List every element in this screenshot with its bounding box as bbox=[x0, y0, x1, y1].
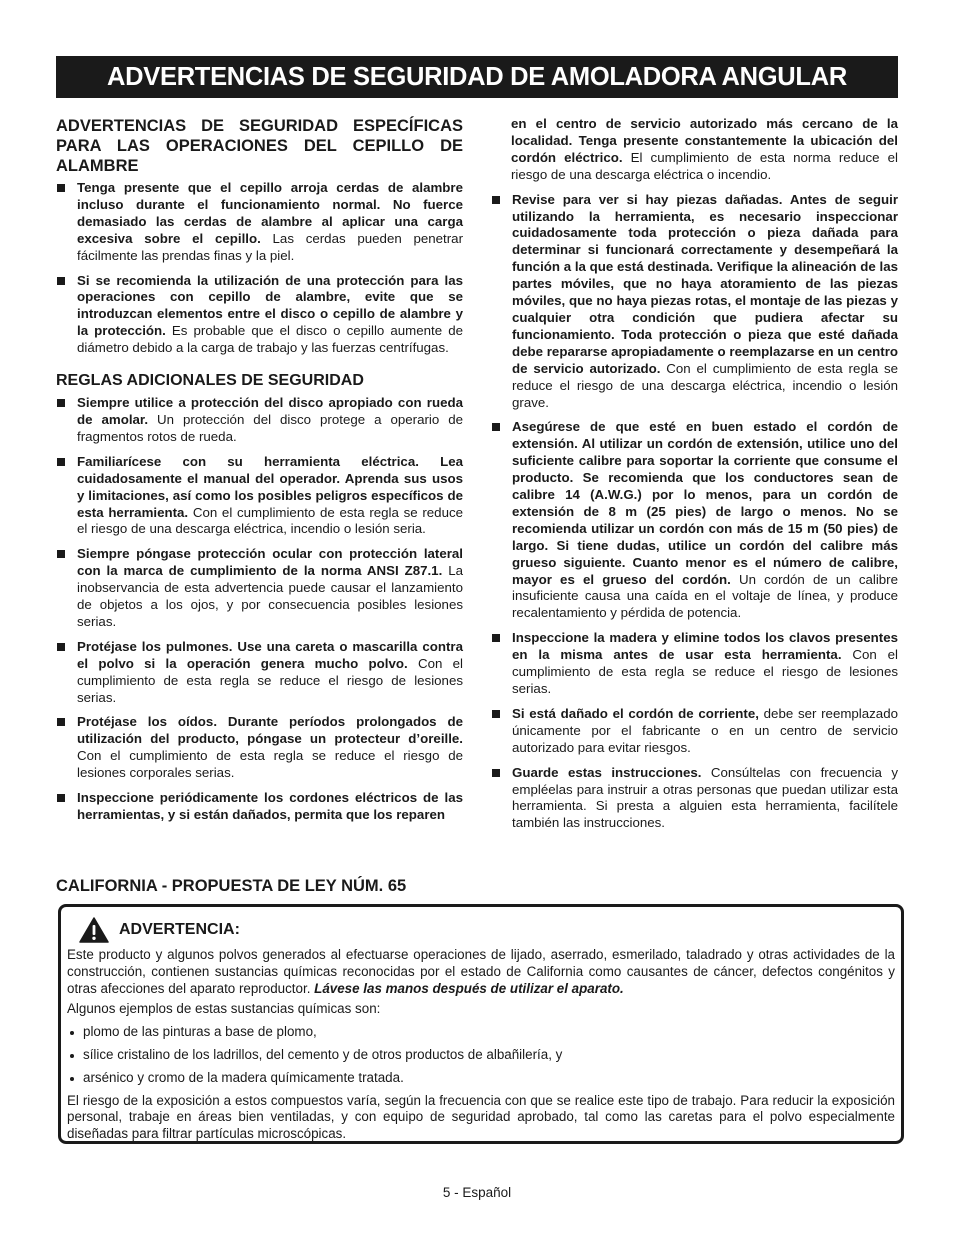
california-heading: CALIFORNIA - PROPUESTA DE LEY NÚM. 65 bbox=[56, 877, 407, 895]
list-item: plomo de las pinturas a base de plomo, bbox=[67, 1024, 895, 1041]
warning-header bbox=[79, 917, 895, 943]
warning-triangle-icon bbox=[79, 917, 109, 943]
list-item: Siempre utilice a protección del disco apropiado con rueda de amolar. Un protección del disco protege a operario de fragmentos rotos de rueda. bbox=[56, 395, 463, 446]
chemicals-list bbox=[67, 1024, 895, 1086]
list-item: Protéjase los oídos. Durante períodos prolongados de utilización del producto, póngase un protecteur d’oreille. Con el cumplimiento de esta regla se reduce el riesgo de lesiones corporales serias. bbox=[56, 714, 463, 782]
list-item: sílice cristalino de los ladrillos, del cemento y de otros productos de albañilería, y bbox=[67, 1047, 895, 1064]
additional-rules-list bbox=[56, 395, 463, 824]
list-item: Asegúrese de que esté en buen estado el cordón de extensión. Al utilizar un cordón de extensión, utilice uno del suficiente calibre para soportar la corriente que consume el producto. Se recomienda que los conductores sean de calibre 14 (A.W.G.) por lo menos, para un cordón de extensión de 8 m (25 pies) de largo o menos. No se recomienda utilizar un cordón con más de 15 m (50 pies) de largo. Si tiene dudas, utilice un cordón del calibre más grueso siguiente. Cuanto menor es el número de calibre, mayor es el grueso del cordón. Un cordón de un calibre insuficiente causa una caída en el voltaje de línea, y produce recalentamiento y pérdida de potencia. bbox=[491, 419, 898, 622]
list-item: Guarde estas instrucciones. Consúltelas con frecuencia y empléelas para instruir a otras personas que puedan utilizar esta herramienta. Si presta a alguien esta herramienta, facilítele también las instrucciones. bbox=[491, 765, 898, 833]
right-column bbox=[491, 116, 898, 840]
warning-paragraph: El riesgo de la exposición a estos compuestos varía, según la frecuencia con que se realice este tipo de trabajo. Para reducir la exposición personal, trabaje en áreas bien ventiladas, y con equipo de seguridad aprobado, tal como las caretas para el polvo especialmente diseñadas para filtrar partículas microscópicas. bbox=[67, 1092, 895, 1142]
list-item: Tenga presente que el cepillo arroja cerdas de alambre incluso durante el funcionamiento normal. No fuerce demasiado las cerdas de alambre al aplicar una carga excesiva sobre el cepillo. Las cerdas pueden penetrar fácilmente las prendas finas y la piel. bbox=[56, 180, 463, 265]
additional-rules-heading: REGLAS ADICIONALES DE SEGURIDAD bbox=[56, 372, 364, 390]
prop65-warning-box bbox=[58, 904, 904, 1144]
wash-hands-notice: Lávese las manos después de utilizar el aparato. bbox=[314, 980, 624, 996]
wire-brush-list bbox=[56, 180, 463, 357]
list-item: Inspeccione periódicamente los cordones eléctricos de las herramientas, y si están dañados, permita que los reparen bbox=[56, 790, 463, 824]
list-item: Familiarícese con su herramienta eléctrica. Lea cuidadosamente el manual del operador. Aprenda sus usos y limitaciones, así como los posibles peligros específicos de esta herramienta. Con el cumplimiento de esta regla se reduce el riesgo de una descarga eléctrica, incendio o lesión seria. bbox=[56, 454, 463, 539]
list-item: Siempre póngase protección ocular con protección lateral con la marca de cumplimiento de la norma ANSI Z87.1. La inobservancia de esta advertencia puede causar el lanzamiento de objetos a los ojos, y por consecuencia posibles lesiones serias. bbox=[56, 546, 463, 631]
list-item: Si está dañado el cordón de corriente, debe ser reemplazado únicamente por el fabricante o en un centro de servicio autorizado para evitar riesgos. bbox=[491, 706, 898, 757]
warning-paragraph: Algunos ejemplos de estas sustancias químicas son: bbox=[67, 1001, 381, 1017]
list-item-continuation: en el centro de servicio autorizado más cercano de la localidad. Tenga presente constantemente la ubicación del cordón eléctrico. El cumplimiento de esta norma reduce el riesgo de una descarga eléctrica o incendio. bbox=[511, 116, 898, 182]
page-title: ADVERTENCIAS DE SEGURIDAD DE AMOLADORA ANGULAR bbox=[56, 56, 898, 98]
list-item: arsénico y cromo de la madera químicamente tratada. bbox=[67, 1070, 895, 1087]
left-column bbox=[56, 116, 463, 832]
warning-label: ADVERTENCIA: bbox=[119, 920, 240, 938]
list-item: Protéjase los pulmones. Use una careta o mascarilla contra el polvo si la operación genera mucho polvo. Con el cumplimiento de esta regla se reduce el riesgo de lesiones serias. bbox=[56, 639, 463, 707]
list-item: Inspeccione la madera y elimine todos los clavos presentes en la misma antes de usar esta herramienta. Con el cumplimiento de esta regla se reduce el riesgo de lesiones serias. bbox=[491, 630, 898, 698]
list-item: Si se recomienda la utilización de una protección para las operaciones con cepillo de alambre, evite que se introduzcan elementos entre el disco o cepillo de alambre y la protección. Es probable que el disco o cepillo aumente de diámetro debido a la carga de trabajo y las fuerzas centrífugas. bbox=[56, 273, 463, 358]
wire-brush-heading: ADVERTENCIAS DE SEGURIDAD ESPECÍFICAS PARA LAS OPERACIONES DEL CEPILLO DE ALAMBRE bbox=[56, 117, 463, 175]
list-item: Revise para ver si hay piezas dañadas. Antes de seguir utilizando la herramienta, es necesario inspeccionar cuidadosamente toda protección o pieza dañada para determinar si funcionará correctamente y desempeñará la función a la que está destinada. Verifique la alineación de las partes móviles, que no haya atoramiento de las piezas móviles, que no haya piezas rotas, el montaje de las piezas y cualquier otra condición que pudiera afectar su funcionamiento. Toda protección o pieza que esté dañada debe repararse apropiadamente o reemplazarse en un centro de servicio autorizado. Con el cumplimiento de esta regla se reduce el riesgo de una descarga eléctrica, incendio o lesión grave. bbox=[491, 192, 898, 412]
additional-rules-list-continued bbox=[491, 116, 898, 832]
page-number: 5 - Español bbox=[442, 1185, 512, 1200]
warning-paragraph: Este producto y algunos polvos generados al efectuarse operaciones de lijado, aserrado, esmerilado, taladrado y otras actividades de la construcción, contienen sustancias químicas reconocidas por el estado de California como causantes de cáncer, defectos congénitos y otras afecciones del aparato reproductor. Lávese las manos después de utilizar el aparato. bbox=[67, 947, 895, 996]
